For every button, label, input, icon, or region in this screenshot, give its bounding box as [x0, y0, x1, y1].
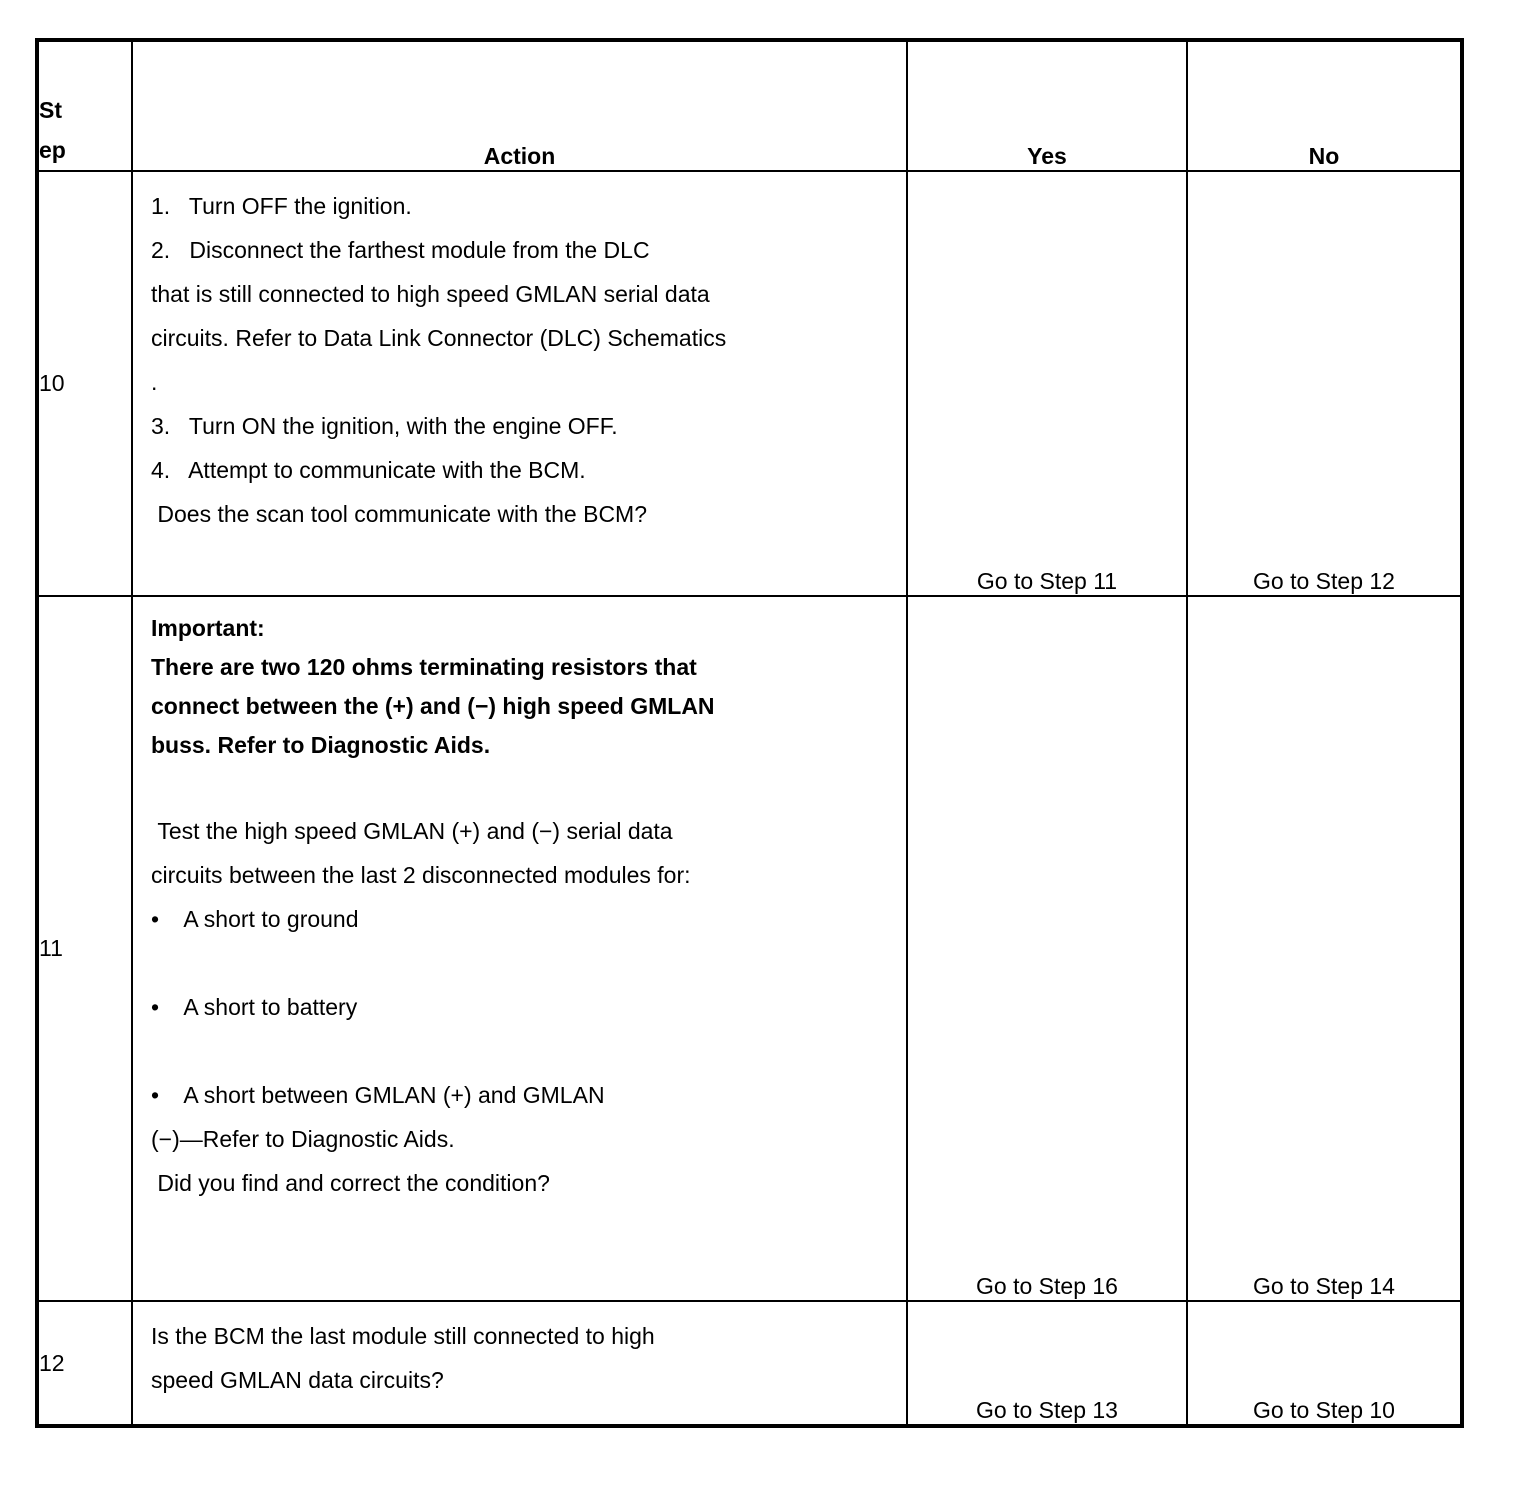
action-line: connect between the (+) and (−) high speed GMLAN	[151, 693, 715, 719]
step-cell: 10	[37, 171, 132, 596]
action-line: • A short to ground	[151, 906, 359, 932]
action-cell	[132, 171, 907, 596]
step-cell: 11	[37, 596, 132, 1301]
step-cell: 12	[37, 1301, 132, 1426]
action-line: circuits. Refer to Data Link Connector (DLC) Schematics	[151, 325, 727, 351]
yes-cell: Go to Step 11	[907, 171, 1187, 596]
header-action: Action	[132, 40, 907, 171]
no-cell: Go to Step 10	[1187, 1301, 1462, 1426]
action-line: • A short to battery	[151, 994, 358, 1020]
action-line: 2. Disconnect the farthest module from the DLC	[151, 237, 650, 263]
action-line: circuits between the last 2 disconnected modules for:	[151, 862, 691, 888]
action-line: buss. Refer to Diagnostic Aids.	[151, 732, 491, 758]
diagnostic-table	[35, 38, 1464, 1428]
question-text: Does the scan tool communicate with the BCM?	[151, 501, 648, 527]
action-content	[133, 597, 906, 1221]
no-cell: Go to Step 14	[1187, 596, 1462, 1301]
yes-cell: Go to Step 16	[907, 596, 1187, 1301]
header-step	[37, 40, 132, 171]
header-yes: Yes	[907, 40, 1187, 171]
action-line: 3. Turn ON the ignition, with the engine OFF.	[151, 413, 618, 439]
table-row	[37, 171, 1462, 596]
question-text: Did you find and correct the condition?	[151, 1170, 550, 1196]
yes-cell: Go to Step 13	[907, 1301, 1187, 1426]
no-cell: Go to Step 12	[1187, 171, 1462, 596]
header-row	[37, 40, 1462, 171]
action-line: .	[151, 369, 158, 395]
action-line: Is the BCM the last module still connected to high	[151, 1323, 655, 1349]
header-no: No	[1187, 40, 1462, 171]
action-line: 4. Attempt to communicate with the BCM.	[151, 457, 586, 483]
action-line	[151, 941, 888, 985]
action-line: • A short between GMLAN (+) and GMLAN	[151, 1082, 605, 1108]
header-step-line1: St	[39, 97, 62, 123]
action-cell	[132, 596, 907, 1301]
action-content	[133, 1302, 906, 1418]
action-line: There are two 120 ohms terminating resistors that	[151, 654, 697, 680]
question-text: speed GMLAN data circuits?	[151, 1367, 444, 1393]
header-step-line2: ep	[39, 137, 66, 163]
action-content	[133, 172, 906, 552]
action-line	[151, 1029, 888, 1073]
table-header	[37, 40, 1462, 171]
table-body	[37, 171, 1462, 1426]
action-line: Test the high speed GMLAN (+) and (−) serial data	[151, 818, 673, 844]
action-line	[151, 765, 888, 809]
action-cell	[132, 1301, 907, 1426]
action-line: Important:	[151, 615, 265, 641]
action-line: 1. Turn OFF the ignition.	[151, 193, 412, 219]
table-row	[37, 596, 1462, 1301]
action-line: (−)—Refer to Diagnostic Aids.	[151, 1126, 455, 1152]
table-row	[37, 1301, 1462, 1426]
action-line: that is still connected to high speed GMLAN serial data	[151, 281, 710, 307]
